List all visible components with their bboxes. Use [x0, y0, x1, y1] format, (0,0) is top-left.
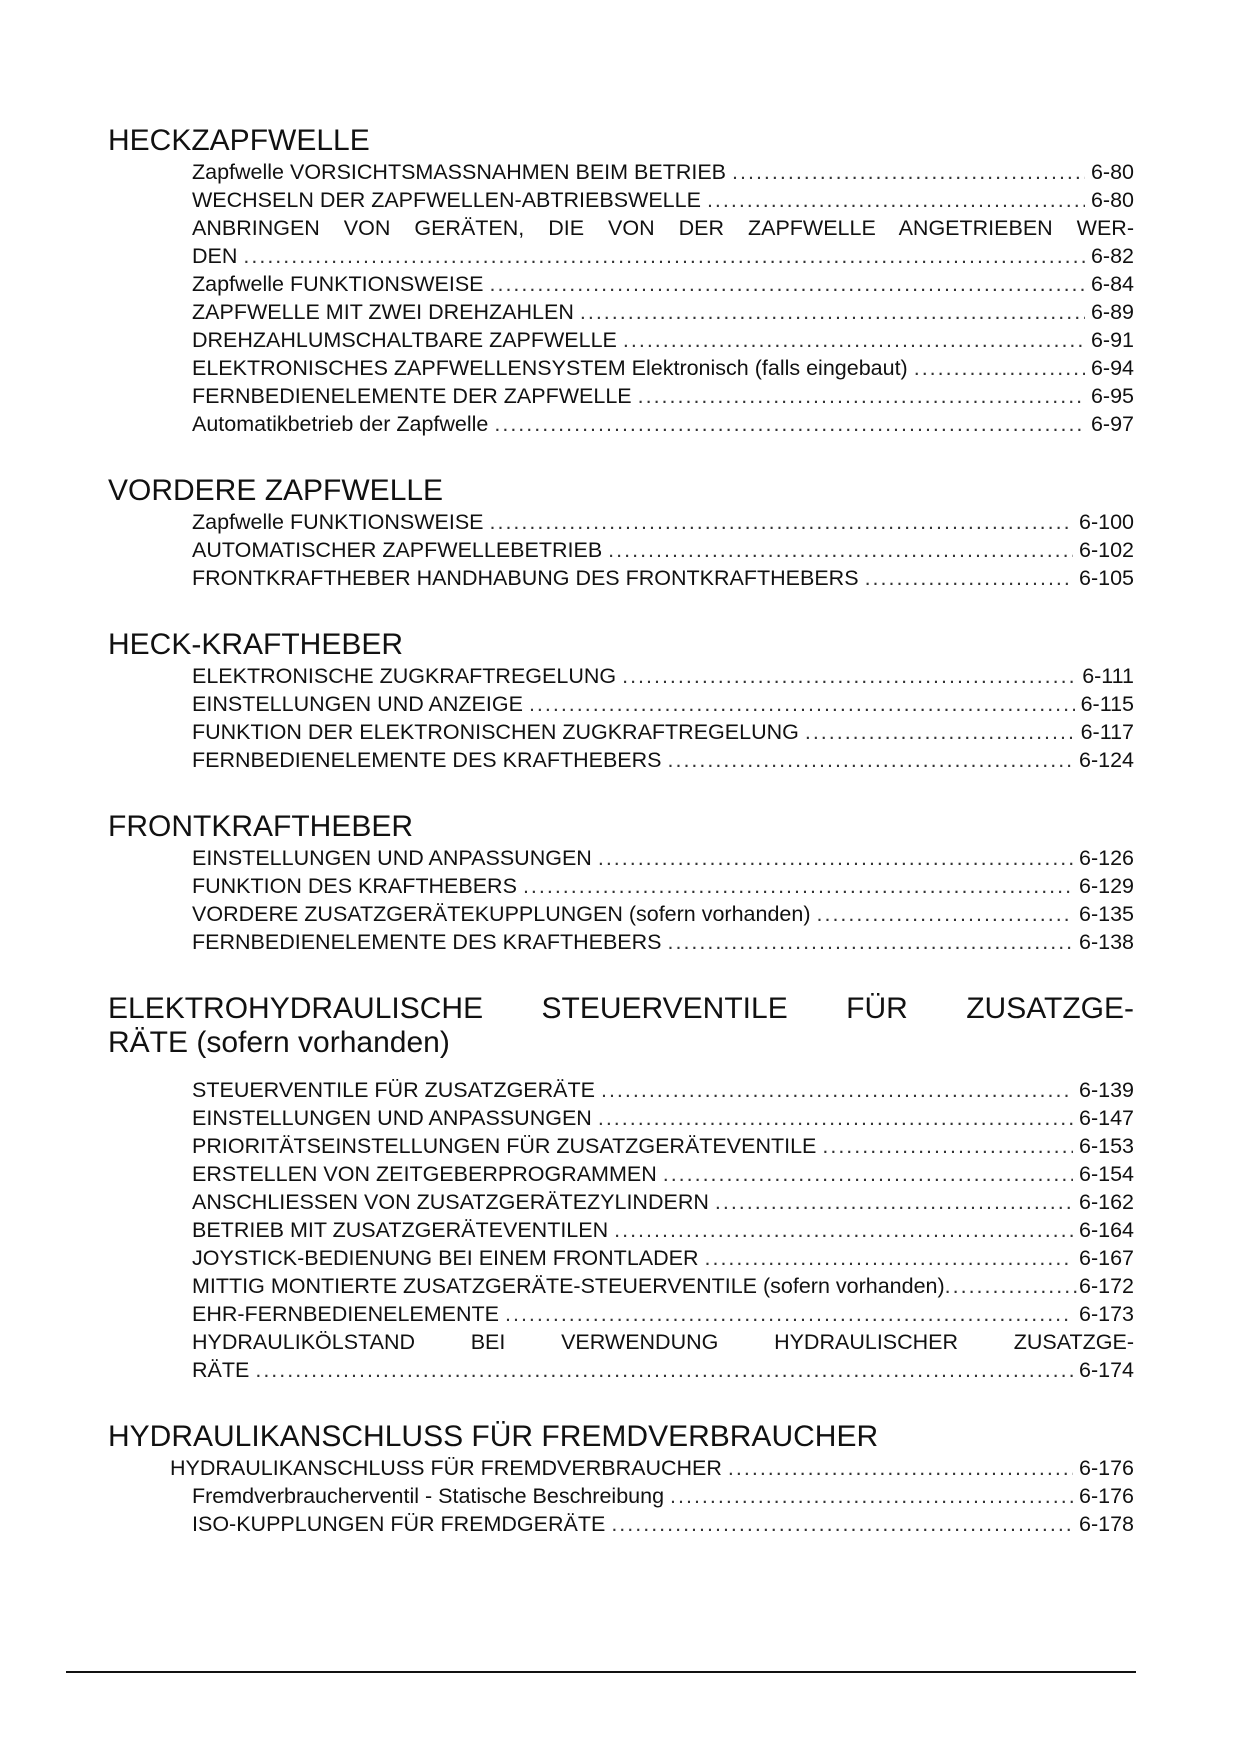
- entry-page: 6-117: [1080, 720, 1134, 744]
- entry-page: 6-89: [1090, 300, 1134, 324]
- entry-page: 6-167: [1079, 1246, 1134, 1270]
- dot-leader: [914, 354, 1085, 382]
- toc-section: [108, 124, 1134, 438]
- entry-page: 6-84: [1090, 272, 1134, 296]
- dot-leader: [668, 928, 1073, 956]
- entry-label: ERSTELLEN VON ZEITGEBERPROGRAMMEN: [192, 1162, 657, 1186]
- toc-entry[interactable]: [192, 270, 1134, 298]
- dot-leader: [598, 844, 1073, 872]
- dot-leader: [715, 1188, 1073, 1216]
- entry-page: 6-176: [1079, 1456, 1134, 1480]
- entry-label: ELEKTRONISCHES ZAPFWELLENSYSTEM Elektronisch (falls eingebaut): [192, 356, 908, 380]
- dot-leader: [817, 900, 1074, 928]
- toc-entry[interactable]: [192, 718, 1134, 746]
- entry-label: Fremdverbraucherventil - Statische Beschreibung: [192, 1484, 665, 1508]
- dot-leader: [822, 1132, 1073, 1160]
- dot-leader: [614, 1216, 1073, 1244]
- table-of-contents: [108, 124, 1134, 1574]
- section-title: VORDERE ZAPFWELLE: [108, 474, 444, 507]
- section-title: HECKZAPFWELLE: [108, 124, 370, 157]
- entry-page: 6-115: [1080, 692, 1134, 716]
- entry-label: Automatikbetrieb der Zapfwelle: [192, 412, 489, 436]
- entry-label: FERNBEDIENELEMENTE DES KRAFTHEBERS: [192, 930, 662, 954]
- dot-leader: [601, 1076, 1073, 1104]
- toc-entry[interactable]: [192, 382, 1134, 410]
- toc-entry[interactable]: [192, 1300, 1134, 1328]
- dot-leader: [732, 158, 1085, 186]
- dot-leader: [580, 298, 1085, 326]
- dot-leader: [668, 746, 1073, 774]
- dot-leader: [663, 1160, 1073, 1188]
- entry-label: Zapfwelle VORSICHTSMASSNAHMEN BEIM BETRIEB: [192, 160, 727, 184]
- dot-leader: [705, 1244, 1073, 1272]
- entry-label: ISO-KUPPLUNGEN FÜR FREMDGERÄTE: [192, 1512, 606, 1536]
- toc-entry[interactable]: [192, 536, 1134, 564]
- entry-page: 6-111: [1082, 664, 1134, 688]
- entry-page: 6-82: [1090, 244, 1134, 268]
- entry-label: FERNBEDIENELEMENTE DER ZAPFWELLE: [192, 384, 632, 408]
- entry-page: 6-138: [1079, 930, 1134, 954]
- toc-entry[interactable]: [192, 1216, 1134, 1244]
- entry-page: 6-164: [1079, 1218, 1134, 1242]
- entry-page: 6-80: [1090, 160, 1134, 184]
- entry-label-line1: HYDRAULIKÖLSTAND BEI VERWENDUNG HYDRAULISCHER ZUSATZGE-: [192, 1330, 1134, 1354]
- entry-page: 6-162: [1079, 1190, 1134, 1214]
- dot-leader: [638, 382, 1085, 410]
- entry-label: DREHZAHLUMSCHALTBARE ZAPFWELLE: [192, 328, 617, 352]
- entry-page: 6-129: [1079, 874, 1134, 898]
- toc-entry[interactable]: [192, 564, 1134, 592]
- toc-entry[interactable]: [192, 186, 1134, 214]
- toc-entry[interactable]: [192, 508, 1134, 536]
- toc-entry[interactable]: [192, 354, 1134, 382]
- section-title: FRONTKRAFTHEBER: [108, 810, 414, 843]
- entry-page: 6-91: [1090, 328, 1134, 352]
- entry-label: HYDRAULIKANSCHLUSS FÜR FREMDVERBRAUCHER: [170, 1456, 722, 1480]
- entry-label: ANSCHLIESSEN VON ZUSATZGERÄTEZYLINDERN: [192, 1190, 709, 1214]
- entry-label: Zapfwelle FUNKTIONSWEISE: [192, 272, 484, 296]
- dot-leader: [505, 1300, 1073, 1328]
- dot-leader: [670, 1482, 1073, 1510]
- entry-page: 6-139: [1079, 1078, 1134, 1102]
- toc-entry[interactable]: [192, 1244, 1134, 1272]
- entry-page: 6-95: [1090, 384, 1134, 408]
- entry-page: 6-124: [1079, 748, 1134, 772]
- toc-entry[interactable]: [192, 1076, 1134, 1104]
- section-title: [108, 992, 1134, 1060]
- entry-label: EHR-FERNBEDIENELEMENTE: [192, 1302, 500, 1326]
- toc-entry[interactable]: [192, 690, 1134, 718]
- footer-rule: [66, 1671, 1136, 1673]
- dot-leader: [608, 536, 1073, 564]
- dot-leader: [728, 1454, 1073, 1482]
- entry-label: AUTOMATISCHER ZAPFWELLEBETRIEB: [192, 538, 603, 562]
- toc-entry[interactable]: [192, 872, 1134, 900]
- entry-page: 6-102: [1079, 538, 1134, 562]
- toc-entry[interactable]: [192, 662, 1134, 690]
- entry-label: BETRIEB MIT ZUSATZGERÄTEVENTILEN: [192, 1218, 609, 1242]
- entry-page: 6-105: [1079, 566, 1134, 590]
- entry-label: MITTIG MONTIERTE ZUSATZGERÄTE-STEUERVENTILE (sofern vorhanden): [192, 1274, 945, 1298]
- entry-page: 6-100: [1079, 510, 1134, 534]
- entry-page: 6-97: [1090, 412, 1134, 436]
- toc-entry[interactable]: [192, 928, 1134, 956]
- dot-leader: [523, 872, 1073, 900]
- dot-leader: [945, 1272, 1079, 1300]
- toc-entry[interactable]: [192, 1132, 1134, 1160]
- dot-leader: [529, 690, 1075, 718]
- entry-label: FRONTKRAFTHEBER HANDHABUNG DES FRONTKRAFTHEBERS: [192, 566, 859, 590]
- entry-label: WECHSELN DER ZAPFWELLEN-ABTRIEBSWELLE: [192, 188, 701, 212]
- entry-label: VORDERE ZUSATZGERÄTEKUPPLUNGEN (sofern vorhanden): [192, 902, 811, 926]
- entry-page: 6-80: [1090, 188, 1134, 212]
- entry-label: PRIORITÄTSEINSTELLUNGEN FÜR ZUSATZGERÄTEVENTILE: [192, 1134, 817, 1158]
- dot-leader: [623, 326, 1085, 354]
- entry-page: 6-173: [1079, 1302, 1134, 1326]
- entry-page: 6-94: [1090, 356, 1134, 380]
- section-title: HECK-KRAFTHEBER: [108, 628, 404, 661]
- toc-entry[interactable]: [170, 1454, 1134, 1482]
- entry-label: EINSTELLUNGEN UND ANPASSUNGEN: [192, 846, 592, 870]
- dot-leader: [611, 1510, 1073, 1538]
- toc-entry[interactable]: [192, 900, 1134, 928]
- toc-section: [108, 810, 1134, 956]
- entry-label: RÄTE: [192, 1358, 250, 1382]
- section-title-line2: RÄTE (sofern vorhanden): [108, 1026, 450, 1059]
- dot-leader: [865, 564, 1073, 592]
- toc-entry[interactable]: [192, 1160, 1134, 1188]
- entry-label: ZAPFWELLE MIT ZWEI DREHZAHLEN: [192, 300, 574, 324]
- section-title: HYDRAULIKANSCHLUSS FÜR FREMDVERBRAUCHER: [108, 1420, 879, 1453]
- toc-entry[interactable]: [192, 410, 1134, 438]
- entry-label: STEUERVENTILE FÜR ZUSATZGERÄTE: [192, 1078, 595, 1102]
- dot-leader: [494, 410, 1085, 438]
- dot-leader: [805, 718, 1075, 746]
- entry-page: 6-178: [1079, 1512, 1134, 1536]
- entry-label: FERNBEDIENELEMENTE DES KRAFTHEBERS: [192, 748, 662, 772]
- toc-entry[interactable]: [192, 1510, 1134, 1538]
- entry-label: EINSTELLUNGEN UND ANPASSUNGEN: [192, 1106, 592, 1130]
- entry-page: 6-174: [1079, 1358, 1134, 1382]
- dot-leader: [490, 508, 1074, 536]
- entry-page: 6-135: [1079, 902, 1134, 926]
- section-title-line1: ELEKTROHYDRAULISCHE STEUERVENTILE FÜR ZUSATZGE-: [108, 992, 1134, 1025]
- entry-page: 6-147: [1079, 1106, 1134, 1130]
- toc-entry[interactable]: [192, 844, 1134, 872]
- toc-entry[interactable]: [192, 1188, 1134, 1216]
- toc-entry[interactable]: [192, 1104, 1134, 1132]
- toc-entry[interactable]: [108, 1328, 1134, 1384]
- entry-label-line1: ANBRINGEN VON GERÄTEN, DIE VON DER ZAPFWELLE ANGETRIEBEN WER-: [192, 216, 1134, 240]
- entry-label: FUNKTION DES KRAFTHEBERS: [192, 874, 517, 898]
- toc-entry[interactable]: [192, 1482, 1134, 1510]
- entry-page: 6-154: [1079, 1162, 1134, 1186]
- toc-section: [108, 1420, 1134, 1538]
- toc-entry[interactable]: [192, 158, 1134, 186]
- entry-page: 6-172: [1079, 1274, 1134, 1298]
- entry-label: Zapfwelle FUNKTIONSWEISE: [192, 510, 484, 534]
- entry-label: FUNKTION DER ELEKTRONISCHEN ZUGKRAFTREGELUNG: [192, 720, 799, 744]
- entry-page: 6-153: [1079, 1134, 1134, 1158]
- toc-entry[interactable]: [192, 298, 1134, 326]
- entry-label: ELEKTRONISCHE ZUGKRAFTREGELUNG: [192, 664, 617, 688]
- entry-label: DEN: [192, 244, 238, 268]
- toc-entry[interactable]: [192, 746, 1134, 774]
- dot-leader: [598, 1104, 1073, 1132]
- entry-page: 6-126: [1079, 846, 1134, 870]
- entry-page: 6-176: [1079, 1484, 1134, 1508]
- toc-section: [108, 628, 1134, 774]
- dot-leader: [622, 662, 1076, 690]
- toc-section: [108, 992, 1134, 1384]
- dot-leader: [707, 186, 1085, 214]
- toc-section: [108, 474, 1134, 592]
- dot-leader: [255, 1356, 1073, 1384]
- toc-entry[interactable]: [192, 326, 1134, 354]
- dot-leader: [490, 270, 1085, 298]
- dot-leader: [243, 242, 1085, 270]
- toc-entry[interactable]: [192, 1272, 1134, 1300]
- toc-entry[interactable]: [108, 214, 1134, 270]
- entry-label: JOYSTICK-BEDIENUNG BEI EINEM FRONTLADER: [192, 1246, 699, 1270]
- entry-label: EINSTELLUNGEN UND ANZEIGE: [192, 692, 523, 716]
